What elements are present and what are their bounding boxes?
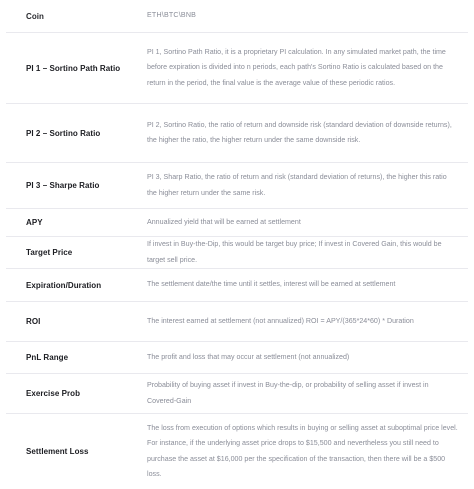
definition-text: The profit and loss that may occur at settlement (not annualized)	[147, 352, 350, 361]
term-label: PI 3 – Sharpe Ratio	[26, 181, 100, 190]
glossary-row-expiration	[6, 269, 468, 302]
glossary-row-pnl-range	[6, 342, 468, 374]
glossary-table	[6, 0, 468, 489]
definition-text: The interest earned at settlement (not annualized) ROI = APY/(365*24*60) * Duration	[147, 316, 414, 325]
glossary-row-apy	[6, 209, 468, 237]
definition-text: If invest in Buy-the-Dip, this would be target buy price; If invest in Covered Gain, this would be target sell price.	[147, 240, 442, 264]
glossary-row-pi2	[6, 104, 468, 163]
glossary-row-pi1	[6, 33, 468, 104]
term-label: Expiration/Duration	[26, 280, 102, 290]
glossary-row-roi	[6, 302, 468, 342]
glossary-row-exercise-prob	[6, 374, 468, 414]
term-label: Settlement Loss	[26, 447, 89, 456]
term-label: APY	[26, 218, 43, 227]
term-label: ROI	[26, 317, 41, 326]
glossary-row-settlement-loss	[6, 414, 468, 489]
term-label: PI 1 – Sortino Path Ratio	[26, 63, 121, 73]
definition-text: Probability of buying asset if invest in Buy-the-dip, or probability of selling asset if invest in Covered-Gain	[147, 381, 429, 405]
definition-text: PI 3, Sharp Ratio, the ratio of return and risk (standard deviation of returns), the higher this ratio the higher return under the same risk.	[147, 173, 447, 197]
glossary-row-coin	[6, 0, 468, 33]
term-label: PnL Range	[26, 353, 69, 362]
definition-text: PI 1, Sortino Path Ratio, it is a proprietary PI calculation. In any simulated market path, the time before expiration is divided into n periods, each path's Sortino Ratio is calculated based on the return in the period, the final value is the average value of these periodic ratios.	[147, 48, 446, 87]
definition-text: ETH\BTC\BNB	[147, 11, 197, 20]
glossary-row-target-price	[6, 237, 468, 269]
definition-text: Annualized yield that will be earned at settlement	[147, 217, 301, 226]
term-label: Exercise Prob	[26, 389, 81, 398]
glossary-row-pi3	[6, 163, 468, 209]
definition-text: PI 2, Sortino Ratio, the ratio of return and downside risk (standard deviation of downside returns), the higher the ratio, the higher return under the same downside risk.	[147, 120, 452, 144]
term-label: Target Price	[26, 248, 73, 257]
term-label: PI 2 – Sortino Ratio	[26, 128, 101, 138]
definition-text: The settlement date/the time until it settles, interest will be earned at settlement	[147, 280, 396, 289]
term-label: Coin	[26, 11, 44, 21]
definition-text: The loss from execution of options which results in buying or selling asset at suboptimal price level. For instance, if the underlying asset price drops to $15,500 and nevertheless you still need to purchase the asset at $16,000 per the specification of the transaction, then there will be a $500 loss.	[147, 424, 458, 478]
